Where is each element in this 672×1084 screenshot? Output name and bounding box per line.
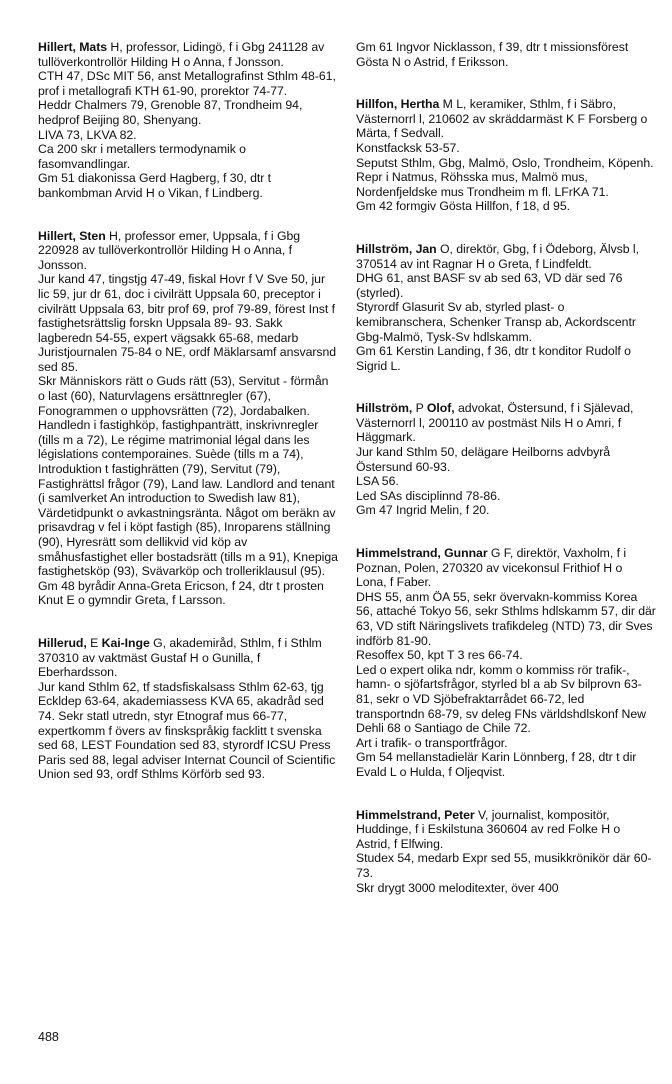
- entry-paragraph: [356, 808, 656, 852]
- left-column: [38, 40, 338, 810]
- entry-hillstrom-olof: [356, 401, 656, 518]
- entry-himmelstrand-peter: [356, 808, 656, 896]
- entry-paragraph: Jur kand Sthlm 50, delägare Heilborns advbyrå Östersund 60-93.: [356, 445, 611, 474]
- entry-paragraph: [38, 229, 338, 273]
- entry-text: V, journalist, kompositör, Huddinge, f i Eskilstuna 360604 av red Folke H o Astrid, f Elfwing.: [356, 807, 621, 851]
- entry-paragraph: Jur kand Sthlm 62, tf stadsfiskalsass Sthlm 62-63, tjg Eckldep 63-64, akademiassess KVA 65, akadråd sed 74. Sekr statl utredn, styr Etnograf mus 66-77, expertkomm f övers av finskspråkig facklitt t svenska sed 68, LEST Foundation sed 83, styrordf ICSU Press Paris sed 88, legal adviser Internat Council of Scientific Union sed 93, ordf Sthlms Körförb sed 93.: [38, 679, 336, 782]
- entry-headword: Hillert, Sten: [38, 228, 106, 243]
- entry-paragraph: Resoffex 50, kpt T 3 res 66-74.: [356, 648, 523, 663]
- entry-paragraph: LSA 56.: [356, 474, 399, 489]
- entry-text: G F, direktör, Vaxholm, f i Poznan, Polen, 270320 av vicekonsul Frithiof H o Lona, f Faber.: [356, 546, 627, 590]
- entry-himmelstrand-gunnar: [356, 546, 656, 780]
- entry-text: H, professor, Lidingö, f i Gbg 241128 av tullöverkontrollör Hilding H o Anna, f Jonsson.: [38, 40, 325, 69]
- entry-paragraph: CTH 47, DSc MIT 56, anst Metallografinst Sthlm 48-61, prof i metallografi KTH 61-90, prorektor 74-77.: [38, 69, 336, 98]
- entry-paragraph: [38, 636, 338, 680]
- entry-headword: Hillerud,: [38, 635, 87, 650]
- entry-paragraph: [356, 401, 656, 445]
- entry-headword: Hillert, Mats: [38, 40, 108, 54]
- entry-paragraph: [356, 97, 656, 141]
- entry-headword: Hillström, Jan: [356, 241, 437, 256]
- entry-paragraph: Repr i Natmus, Röhsska mus, Malmö mus, Nordenfjeldske mus Trondheim m fl. LFrKA 71.: [356, 170, 609, 199]
- entry-headword: Hillström,: [356, 401, 413, 416]
- entry-hillfon-hertha: [356, 97, 656, 214]
- entry-headword-name: Olof,: [426, 401, 455, 416]
- entry-paragraph: [38, 40, 338, 69]
- entry-paragraph: Gm 61 Ingvor Nicklasson, f 39, dtr t missionsförest Gösta N o Astrid, f Eriksson.: [356, 40, 629, 69]
- entry-paragraph: Gm 51 diakonissa Gerd Hagberg, f 30, dtr t bankombman Arvid H o Vikan, f Lindberg.: [38, 171, 272, 200]
- entry-paragraph: Seputst Sthlm, Gbg, Malmö, Oslo, Trondheim, Köpenh.: [356, 155, 654, 170]
- entry-paragraph: Gm 47 Ingrid Melin, f 20.: [356, 503, 490, 518]
- entry-paragraph: LIVA 73, LKVA 82.: [38, 127, 137, 142]
- entry-headword: Hillfon, Hertha: [356, 97, 440, 112]
- entry-hillert-sten: [38, 229, 338, 608]
- entry-paragraph: Konstfacksk 53-57.: [356, 140, 460, 155]
- entry-paragraph: Gm 42 formgiv Gösta Hillfon, f 18, d 95.: [356, 199, 570, 214]
- entry-paragraph: DHG 61, anst BASF sv ab sed 63, VD där sed 76 (styrled).: [356, 271, 623, 300]
- entry-paragraph: Skr Människors rätt o Guds rätt (53), Servitut - förmån o last (60), Naturvlagens ersättnregler (67), Fonogrammen o upphovsrätten (72), Jordabalken. Handledn i fastighköp, fastighpanträtt, inskrivnregler (tills m a 72), Le régime matrimonial légal dans les législations contemporaines. Suède (tills m a 74), Introduktion t fastighrätten (79), Servitut (79), Fastighrättsl frågor (79), Land law. Landlord and tenant (i samlverket An introduction to Swedish law 81), Värdetidpunkt o avkastningsränta. Något om beräkn av prisavdrag v fel i köpt fastigh (85), Inroparens ställning (90), Hyresrätt som dellikvid vid köp av småhusfastighet eller bostadsrätt (tills m a 91), Knepiga fastighetsköp (93), Svävarköp och trolleriklausul (95).: [38, 374, 338, 579]
- entry-text: M L, keramiker, Sthlm, f i Säbro, Västernorrl l, 210602 av skräddarmäst K F Forsberg o Märta, f Sedvall.: [356, 97, 648, 141]
- entry-paragraph: Art i trafik- o transportfrågor.: [356, 735, 508, 750]
- entry-paragraph: Gm 48 byrådir Anna-Greta Ericson, f 24, dtr t prosten Knut E o gymndir Greta, f Larsson.: [38, 578, 324, 608]
- entry-text: H, professor emer, Uppsala, f i Gbg 220928 av tullöverkontrollör Hilding H o Anna, f Jonsson.: [38, 228, 301, 272]
- entry-paragraph: Ca 200 skr i metallers termodynamik o fasomvandlingar.: [38, 142, 246, 171]
- entry-text: G, akademiråd, Sthlm, f i Sthlm 370310 av vaktmäst Gustaf H o Gunilla, f Eberhardsson.: [38, 635, 322, 680]
- entry-paragraph: Gm 54 mellanstadielär Karin Lönnberg, f 28, dtr t dir Evald L o Hulda, f Oljeqvist.: [356, 750, 637, 779]
- entry-paragraph: [356, 242, 656, 271]
- entry-paragraph: Led SAs disciplinnd 78-86.: [356, 488, 501, 503]
- entry-hillert-mats: [38, 40, 338, 201]
- entry-paragraph: Heddr Chalmers 79, Grenoble 87, Trondheim 94, hedprof Beijing 80, Shenyang.: [38, 98, 303, 127]
- entry-hillerud-kai-inge: [38, 636, 338, 782]
- right-column: [356, 40, 656, 923]
- entry-text: O, direktör, Gbg, f i Ödeborg, Älvsb l, 370514 av int Ragnar H o Greta, f Lindfeldt.: [356, 241, 639, 271]
- entry-paragraph: Jur kand 47, tingstjg 47-49, fiskal Hovr f V Sve 50, jur lic 59, jur dr 61, doc i civilrätt Uppsala 60, preceptor i civilrätt Uppsala 63, bitr prof 69, prof 79-89, förest Inst f fastighetsrättslig forskn Uppsala 89- 93. Sakk lagberedn 54-55, expert vägsakk 65-68, medarb Juristjournalen 75-84 o NE, ordf Mäklarsamf ansvarsnd sed 85.: [38, 272, 337, 374]
- entry-hillstrom-jan: [356, 242, 656, 373]
- entry-headword-initial: P: [412, 401, 427, 416]
- entry-paragraph: Studex 54, medarb Expr sed 55, musikkrönikör där 60-73.: [356, 851, 652, 880]
- entry-headword-initial: E: [86, 635, 102, 650]
- entry-paragraph: Gm 61 Kerstin Landing, f 36, dtr t konditor Rudolf o Sigrid L.: [356, 344, 631, 373]
- entry-headword: Himmelstrand, Gunnar: [356, 546, 488, 561]
- entry-paragraph: Skr drygt 3000 meloditexter, över 400: [356, 880, 559, 895]
- entry-paragraph: Styrordf Glasurit Sv ab, styrled plast- o kemibranschera, Schenker Transp ab, Ackordscentr Gbg-Malmö, Tysk-Sv hdlskamm.: [356, 300, 636, 344]
- page-number: 488: [38, 1030, 59, 1044]
- entry-paragraph: Led o expert olika ndr, komm o kommiss rör trafik-, hamn- o sjöfartsfrågor, styrled bl a ab Sv bilprovn 63-81, sekr o VD Sjöbefraktarrådet 66-72, led transportndn 68-79, sv deleg FNs världshdlskonf New Dehli 68 o Santiago de Chile 72.: [356, 662, 646, 736]
- entry-paragraph: DHS 55, anm ÖA 55, sekr övervakn-kommiss Korea 56, attaché Tokyo 56, sekr Sthlms hdlskamm 57, dir där 63, VD stift Näringslivets trafikdeleg (NTD) 73, dir Sves indförb 81-90.: [356, 589, 656, 648]
- entry-headword-name: Kai-Inge: [101, 635, 150, 650]
- entry-text: advokat, Östersund, f i Själevad, Västernorrl l, 200110 av postmäst Nils H o Amri, f Häggmark.: [356, 401, 634, 445]
- entry-paragraph: [356, 546, 656, 590]
- entry-headword: Himmelstrand, Peter: [356, 807, 475, 822]
- entry-continuation: [356, 40, 656, 69]
